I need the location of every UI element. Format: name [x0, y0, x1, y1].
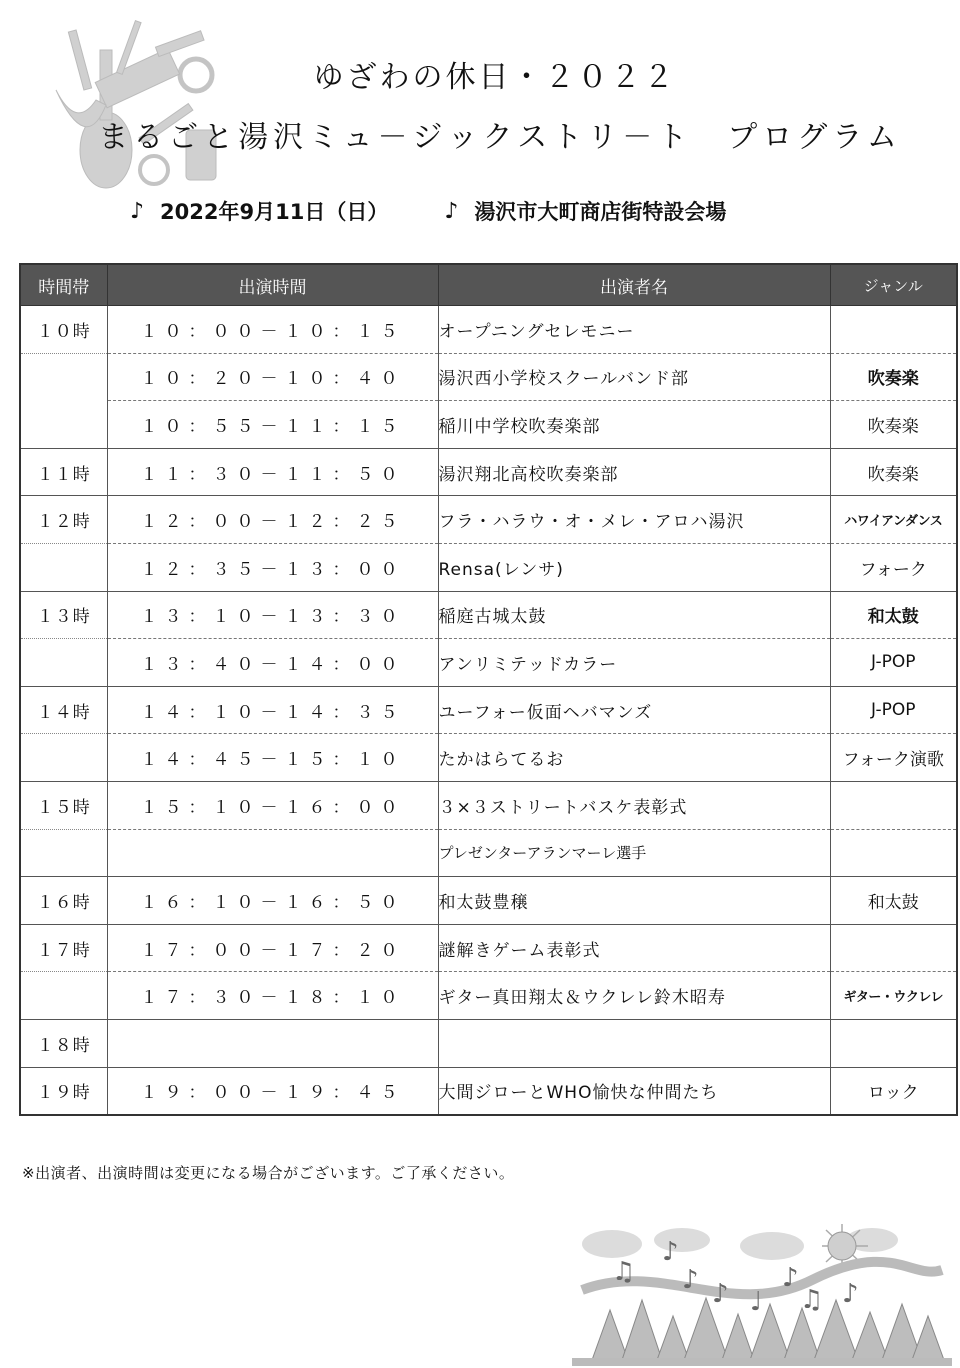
svg-text:♪: ♪	[712, 1279, 729, 1309]
genre-cell: 吹奏楽	[830, 353, 957, 401]
table-row	[20, 1067, 957, 1115]
performer-cell: 湯沢翔北高校吹奏楽部	[438, 448, 830, 496]
svg-text:♪: ♪	[682, 1265, 699, 1295]
footnote: ※出演者、出演時間は変更になる場合がございます。ご了承ください。	[22, 1164, 515, 1182]
performer-cell: オープニングセレモニー	[438, 306, 830, 354]
header-performer: 出演者名	[438, 264, 830, 306]
time-cell: １７：３０－１８：１０	[107, 972, 438, 1020]
table-row	[20, 829, 957, 877]
genre-cell	[830, 924, 957, 972]
music-note-icon: ♪	[130, 198, 145, 224]
performer-cell: 大間ジローとWHO愉快な仲間たち	[438, 1067, 830, 1115]
performer-cell: たかはらてるお	[438, 734, 830, 782]
performer-cell: フラ・ハラウ・オ・メレ・アロハ湯沢	[438, 496, 830, 544]
performer-cell: ユーフォー仮面ヘバマンズ	[438, 686, 830, 734]
svg-text:♪: ♪	[782, 1263, 799, 1293]
table-row	[20, 591, 957, 639]
table-row	[20, 306, 957, 354]
hour-cell: １６時	[20, 877, 107, 925]
time-cell: １３：１０－１３：３０	[107, 591, 438, 639]
genre-cell: 和太鼓	[830, 877, 957, 925]
event-info	[130, 196, 726, 226]
performer-cell	[438, 1019, 830, 1067]
performer-cell: 謎解きゲーム表彰式	[438, 924, 830, 972]
header-time-slot: 時間帯	[20, 264, 107, 306]
time-cell: １０：５５－１１：１５	[107, 401, 438, 449]
hour-cell	[20, 972, 107, 1020]
genre-cell: ギター・ウクレレ	[830, 972, 957, 1020]
hour-cell: １９時	[20, 1067, 107, 1115]
header-genre: ジャンル	[830, 264, 957, 306]
genre-cell	[830, 829, 957, 877]
time-cell: １１：３０－１１：５０	[107, 448, 438, 496]
genre-cell	[830, 306, 957, 354]
genre-cell: ロック	[830, 1067, 957, 1115]
time-cell	[107, 829, 438, 877]
time-cell: １７：００－１７：２０	[107, 924, 438, 972]
time-cell: １４：４５－１５：１０	[107, 734, 438, 782]
header-performance-time: 出演時間	[107, 264, 438, 306]
genre-cell: 吹奏楽	[830, 448, 957, 496]
table-row	[20, 353, 957, 401]
table-row	[20, 543, 957, 591]
performer-cell: ３×３ストリートバスケ表彰式	[438, 781, 830, 829]
hour-cell: １４時	[20, 686, 107, 734]
time-cell: １９：００－１９：４５	[107, 1067, 438, 1115]
table-header-row	[20, 264, 957, 306]
time-cell: １５：１０－１６：００	[107, 781, 438, 829]
hour-cell	[20, 353, 107, 401]
genre-cell: ハワイアンダンス	[830, 496, 957, 544]
page-title-line2: まるごと湯沢ミュ－ジックストリ－ト プログラム	[98, 120, 902, 155]
time-cell	[107, 1019, 438, 1067]
svg-text:♫: ♫	[800, 1285, 824, 1315]
performer-cell: 稲庭古城太鼓	[438, 591, 830, 639]
hour-cell	[20, 639, 107, 687]
svg-text:♫: ♫	[612, 1257, 636, 1287]
performer-cell: 和太鼓豊穣	[438, 877, 830, 925]
table-row	[20, 781, 957, 829]
performer-cell: Rensa(レンサ)	[438, 543, 830, 591]
hour-cell: １７時	[20, 924, 107, 972]
svg-text:♩: ♩	[750, 1287, 763, 1317]
time-cell: １４：１０－１４：３５	[107, 686, 438, 734]
time-cell: １０：２０－１０：４０	[107, 353, 438, 401]
hour-cell	[20, 829, 107, 877]
genre-cell	[830, 1019, 957, 1067]
table-row	[20, 496, 957, 544]
genre-cell: 吹奏楽	[830, 401, 957, 449]
music-notes-forest-icon	[572, 1210, 952, 1366]
table-row	[20, 686, 957, 734]
table-row	[20, 877, 957, 925]
table-row	[20, 401, 957, 449]
hour-cell: １８時	[20, 1019, 107, 1067]
time-cell: １３：４０－１４：００	[107, 639, 438, 687]
genre-cell: J-POP	[830, 639, 957, 687]
table-row	[20, 924, 957, 972]
time-cell: １２：００－１２：２５	[107, 496, 438, 544]
table-row	[20, 1019, 957, 1067]
svg-text:♪: ♪	[842, 1279, 859, 1309]
genre-cell	[830, 781, 957, 829]
genre-cell: フォーク演歌	[830, 734, 957, 782]
hour-cell: １２時	[20, 496, 107, 544]
time-cell: １６：１０－１６：５０	[107, 877, 438, 925]
time-cell: １０：００－１０：１５	[107, 306, 438, 354]
hour-cell: １１時	[20, 448, 107, 496]
hour-cell: １５時	[20, 781, 107, 829]
performer-cell: アンリミテッドカラー	[438, 639, 830, 687]
hour-cell	[20, 543, 107, 591]
svg-text:♪: ♪	[662, 1237, 679, 1267]
table-row	[20, 639, 957, 687]
table-row	[20, 734, 957, 782]
event-venue: 湯沢市大町商店街特設会場	[474, 200, 727, 224]
time-cell: １２：３５－１３：００	[107, 543, 438, 591]
page-title-line1: ゆざわの休日・２０２２	[313, 60, 677, 95]
music-note-icon: ♪	[444, 198, 459, 224]
performer-cell: 稲川中学校吹奏楽部	[438, 401, 830, 449]
table-row	[20, 972, 957, 1020]
hour-cell	[20, 401, 107, 449]
performer-cell: ギター真田翔太＆ウクレレ鈴木昭寿	[438, 972, 830, 1020]
hour-cell	[20, 734, 107, 782]
genre-cell: J-POP	[830, 686, 957, 734]
hour-cell: １３時	[20, 591, 107, 639]
genre-cell: 和太鼓	[830, 591, 957, 639]
table-row	[20, 448, 957, 496]
program-table	[19, 263, 958, 1116]
genre-cell: フォーク	[830, 543, 957, 591]
performer-cell: 湯沢西小学校スクールバンド部	[438, 353, 830, 401]
event-date: 2022年9月11日（日）	[160, 200, 389, 224]
instruments-collage-icon	[36, 10, 226, 200]
hour-cell: １０時	[20, 306, 107, 354]
performer-cell: プレゼンターアランマーレ選手	[438, 829, 830, 877]
